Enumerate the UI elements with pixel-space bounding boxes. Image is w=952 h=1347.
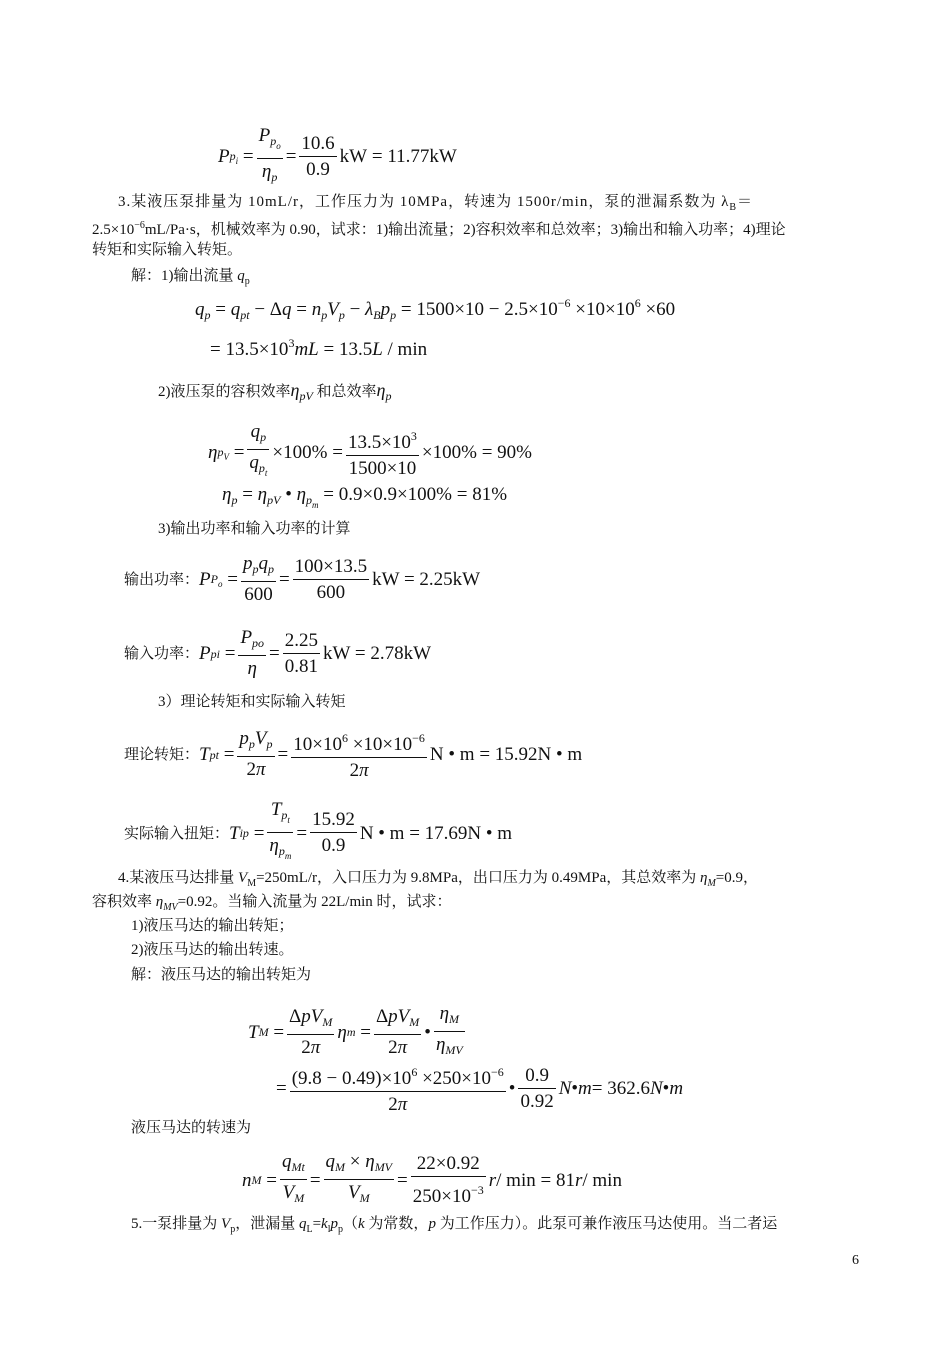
equation-volumetric-efficiency: η $p_V$ = $\frac{q_p}{q_{p_t}}$ ×100% = $\frac{13.5\times 10^3}{1500\times 10}$ ×100% = 90% bbox=[208, 421, 532, 479]
theoretical-torque-row bbox=[124, 726, 582, 784]
equation-input-power: P pi = $\frac{P_{po}}{\eta}$ = $\frac{2.25}{0.81}$ kW = 2.78kW bbox=[199, 627, 432, 679]
problem-4-question-2: 2)液压马达的输出转速。 bbox=[131, 942, 294, 958]
equation-motor-torque-1: T M = $\frac{\Delta pV_M}{2\pi}$ η m = $\frac{\Delta pV_M}{2\pi}$ • $\frac{\eta_M}{\eta_{MV}}$ bbox=[248, 1003, 463, 1058]
problem-3-line-1: 3.某液压泵排量为 10mL/r，工作压力为 10MPa，转速为 1500r/min，泵的泄漏系数为 $\lambda_B=$ bbox=[118, 194, 754, 213]
problem-3-line-2: $2.5\times 10^{-6}mL/Pa\cdot s$，机械效率为 0.90，试求：1)输出流量；2)容积效率和总效率；3)输出和输入功率；4)理论 bbox=[92, 220, 786, 238]
output-power-row bbox=[124, 552, 480, 608]
solution-4-step-2: 液压马达的转速为 bbox=[131, 1120, 252, 1136]
theoretical-torque-label: 理论转矩： bbox=[124, 747, 200, 763]
equation-theoretical-torque: T pt = $\frac{p_pV_p}{2\pi}$ = $\frac{10\times 10^6 \times 10\times 10^{-6}}{2\pi}$ N • m = 15.92N • m bbox=[199, 728, 583, 781]
output-power-label: 输出功率： bbox=[124, 572, 200, 588]
equation-input-power-top: P $p_i$ = $\frac{P_{p_o}}{\eta_p}$ = $\frac{10.6}{0.9}$ kW = 11.77kW bbox=[218, 125, 457, 184]
solution-3-step-3: 3)输出功率和输入功率的计算 bbox=[158, 521, 351, 537]
equation-total-efficiency: $\eta_p = \eta_{pV}$ • $\eta_{p_m} = 0.9\times 0.9\times 100\% = 81\%$ bbox=[222, 484, 508, 510]
solution-3-step-4: 3）理论转矩和实际输入转矩 bbox=[158, 694, 346, 710]
problem-4-line-1: 4.某液压马达排量 $V_M=250mL/r$，入口压力为 9.8MPa，出口压力为 0.49MPa，其总效率为 $\eta_M=0.9$， bbox=[118, 870, 758, 889]
solution-4-step-1: 解：液压马达的输出转矩为 bbox=[131, 967, 312, 983]
input-power-label: 输入功率： bbox=[124, 646, 200, 662]
solution-3-step-1: 解：1)输出流量 $q_p$ bbox=[131, 268, 250, 287]
equation-output-flow-2: = $13.5\times 10^3mL = 13.5L / \min$ bbox=[210, 336, 428, 360]
equation-output-power: P $P_o$ = $\frac{p_pq_p}{600}$ = $\frac{100\times 13.5}{600}$ kW = 2.25kW bbox=[199, 553, 481, 605]
equation-output-flow-1: $q_p = q_{pt} - \Delta q = n_pV_p - \lambda_Bp_p = 1500\times 10 - 2.5\times 10^{-6} \times 10\times 10^6 \times 60$ bbox=[195, 296, 676, 322]
equation-motor-speed: n M = $\frac{q_{Mt}}{V_M}$ = $\frac{q_M \times \eta_{MV}}{V_M}$ = $\frac{22\times 0.92}{250\times 10^{-3}}$ r / min = 81 r / min bbox=[242, 1151, 622, 1207]
solution-3-step-2: 2)液压泵的容积效率$\eta_{pV}$ 和总效率$\eta_p$ bbox=[158, 380, 392, 403]
actual-torque-row bbox=[124, 798, 512, 869]
equation-actual-torque: T ip = $\frac{T_{p_t}}{\eta_{p_m}}$ = $\frac{15.92}{0.9}$ N • m = 17.69N • m bbox=[229, 799, 513, 861]
problem-3-line-3: 转矩和实际输入转矩。 bbox=[92, 242, 243, 258]
problem-4-question-1: 1)液压马达的输出转矩； bbox=[131, 918, 294, 934]
input-power-row bbox=[124, 626, 431, 682]
problem-4-line-2: 容积效率 $\eta_{MV}=0.92$。当输入流量为 22L/min 时，试求： bbox=[92, 894, 452, 913]
problem-5-line-1: 5.一泵排量为 $V_p$，泄漏量 $q_L=k_lp_p(k$ 为常数，p 为工作压力）。此泵可兼作液压马达使用。当二者运 bbox=[131, 1216, 778, 1235]
page-number: 6 bbox=[852, 1253, 859, 1268]
actual-torque-label: 实际输入扭矩： bbox=[124, 825, 230, 842]
equation-motor-torque-2: = $\frac{(9.8 - 0.49)\times 10^6 \times 250\times 10^{-6}}{2\pi}$ • $\frac{0.9}{0.92}$ N • m = 362.6 N • m bbox=[276, 1060, 683, 1118]
